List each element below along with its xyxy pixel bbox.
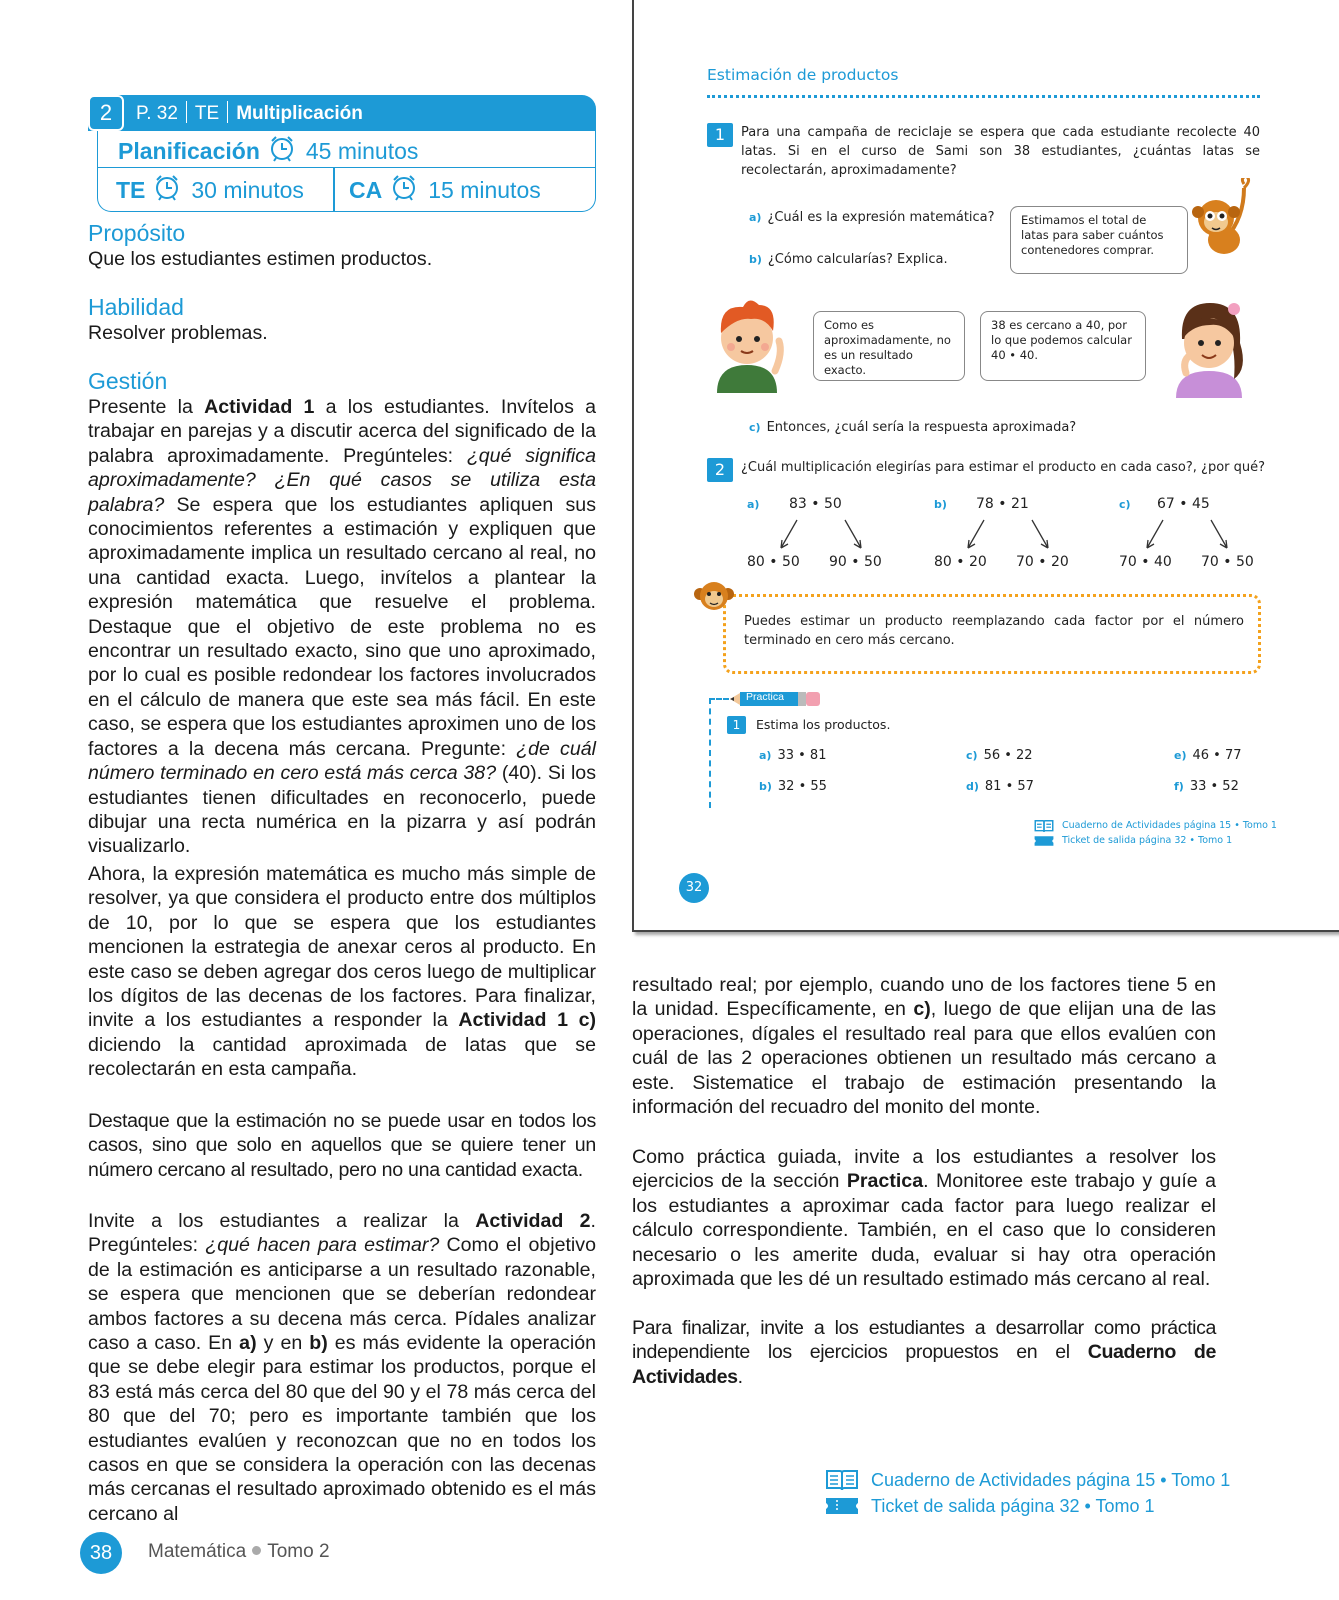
case-expression: 78 • 21 (976, 496, 1029, 512)
textbook-page-number: 32 (679, 873, 709, 903)
lesson-header-bar (88, 95, 596, 131)
question-1a: a) ¿Cuál es la expresión matemática? (749, 210, 995, 225)
page-footer (148, 1541, 330, 1563)
lesson-times-frame (97, 131, 596, 212)
gestion-title: Gestión (88, 368, 168, 394)
arrows-icon (964, 518, 1054, 552)
question-2-number: 2 (707, 458, 733, 482)
gestion-paragraph-1: Presente la Actividad 1 a los estudiantes. Invítelos a trabajar en parejas y a discutir acerca del significado de la palabra aproximadamente. Pregúnteles: ¿qué significa aproximadamente? ¿En qué casos se utiliza esta palabra? Se espera que los estudiantes apliquen sus conocimientos referentes a estimación y expliquen que aproximadamente implica un resultado cercano al real, no una cantidad exacta. Luego, invítelos a plantear la expresión matemática que resuelve el problema. Destaque que el objetivo de este problema no es encontrar un resultado exacto, sino que uno aproximado, por lo cual es posible redondear los factores involucrados en el cálculo de manera que este sea más fácil. En este caso, se espera que los estudiantes aproximen uno de los factores a la decena más cercana. Pregunte: ¿de cuál número terminado en cero está más cerca 38? (40). Si los estudiantes tienen dificultades en reconocerlo, puede dibujar una recta numérica en la pizarra y así podrán visualizarlo. (88, 396, 596, 858)
te-time: 30 minutos (191, 176, 304, 203)
case-option: 70 • 40 (1119, 554, 1172, 570)
practica-label: Practica (746, 691, 784, 703)
case-option: 70 • 20 (1016, 554, 1069, 570)
practica-item: a) 33 • 81 (759, 748, 827, 763)
plan-label: Planificación (118, 137, 260, 164)
tip-text: Puedes estimar un producto reemplazando cada factor por el número terminado en cero más cercano. (744, 614, 1244, 648)
question-1c: c) Entonces, ¿cuál sería la respuesta aproximada? (749, 420, 1077, 435)
case-option: 80 • 20 (934, 554, 987, 570)
ticket-link[interactable]: Ticket de salida página 32 • Tomo 1 (825, 1493, 1230, 1519)
book-tomo: Tomo 2 (267, 1541, 330, 1562)
practica-item: b) 32 • 55 (759, 779, 827, 794)
ca-time: 15 minutos (428, 176, 541, 203)
alarm-clock-icon (390, 173, 418, 207)
question-1b: b) ¿Cómo calcularías? Explica. (749, 252, 948, 267)
resource-links (825, 1467, 1230, 1519)
habilidad-title: Habilidad (88, 294, 184, 320)
alarm-clock-icon (268, 134, 296, 168)
boy-illustration (707, 293, 797, 397)
question-1-text: Para una campaña de reciclaje se espera que cada estudiante recolecte 40 latas. Si en el curso de Sami son 38 estudiantes, ¿cuántas latas se recolectarán, aproximadamente? (741, 125, 1260, 178)
habilidad-text: Resolver problemas. (88, 322, 268, 344)
page-number: 38 (80, 1532, 122, 1574)
right-paragraph-3: Para finalizar, invite a los estudiantes a desarrollar como práctica independiente los ejercicios propuestos en el Cuaderno de Actividades. (632, 1317, 1216, 1388)
alarm-clock-icon (153, 173, 181, 207)
book-name: Matemática (148, 1541, 247, 1562)
ca-row (349, 173, 541, 207)
practica-item: d) 81 • 57 (966, 779, 1034, 794)
monkey-illustration (1186, 178, 1256, 272)
monkey-head-icon (694, 578, 734, 618)
cuaderno-link[interactable]: Cuaderno de Actividades página 15 • Tomo 1 (825, 1467, 1230, 1493)
lesson-meta (136, 101, 363, 125)
plan-row (118, 134, 418, 168)
practica-pencil-label (730, 689, 826, 713)
te-label: TE (116, 176, 146, 203)
monkey-speech-bubble: Estimamos el total de latas para saber cuántos contenedores comprar. (1010, 206, 1188, 274)
open-book-icon (1034, 819, 1054, 833)
proposito-title: Propósito (88, 220, 186, 246)
practica-item: f) 33 • 52 (1174, 779, 1239, 794)
mini-cuaderno-link[interactable]: Cuaderno de Actividades página 15 • Tomo 1 (1034, 818, 1277, 833)
practica-number: 1 (727, 716, 746, 734)
boy-speech-bubble: Como es aproximadamente, no es un resultado exacto. (813, 311, 965, 381)
lesson-page: P. 32 (136, 103, 178, 124)
question-1-number: 1 (707, 123, 733, 147)
proposito-text: Que los estudiantes estimen productos. (88, 248, 433, 270)
gestion-paragraph-3: Destaque que la estimación no se puede usar en todos los casos, sino que solo en aquellos que se quiere tener un número cercano al resultado, pero no una cantidad exacta. (88, 1110, 596, 1181)
arrows-icon (777, 518, 867, 552)
right-paragraph-2: Como práctica guiada, invite a los estudiantes a resolver los ejercicios de la sección Practica. Monitoree este trabajo y guíe a los estudiantes a aproximar cada factor para luego realizar el cálculo correspondiente. También, en el caso que lo consideren necesario o les amerite duda, evaluar si hay otra operación aproximada que les dé un resultado estimado más cercano al real. (632, 1146, 1216, 1291)
ca-label: CA (349, 176, 383, 203)
textbook-page: Estimación de productos 1 Para una campaña de reciclaje se espera que cada estudiante recolecte 40 latas. Si en el curso de Sami son 38 estudiantes, ¿cuántas latas se recolectarán, aproximadamente? a) ¿Cuál es la expresión matemática? b) ¿Cómo calcularías? Explica. Estimamos el total de latas para saber cuántos contenedores comprar. Como es aproximadamente, no es un resultado exacto. 38 es cercano a 40, por lo que podemos calcular 40 • 40. c) Entonces, ¿cuál sería la respuesta aproximada? 2 ¿Cuál multiplicación elegirías para estimar el producto en cada caso?, ¿por qué? a) 83 • 50 80 • 50 90 • 50 b) 78 • 21 80 • 20 70 • 20 c) 67 • 45 70 • 40 70 • 50 Puedes estimar un producto reemplazando cada factor por el número terminado en cero más cercano. Practica 1 Estima los productos. a) 33 • 81 c) 56 • 22 e) 46 • 77 b) 32 • 55 d) 81 • 57 f) 33 • 52 Cuaderno de Actividades página 15 • Tomo 1 Ticket de salida página 32 • Tomo 1 32 (632, 0, 1339, 932)
lesson-topic: Multiplicación (236, 103, 363, 124)
open-book-icon (825, 1468, 859, 1492)
case-option: 90 • 50 (829, 554, 882, 570)
ticket-icon (1034, 835, 1054, 847)
case-option: 80 • 50 (747, 554, 800, 570)
practica-item: c) 56 • 22 (966, 748, 1033, 763)
textbook-resource-links (1034, 818, 1277, 848)
girl-speech-bubble: 38 es cercano a 40, por lo que podemos calcular 40 • 40. (980, 311, 1146, 381)
practica-title: Estima los productos. (756, 717, 891, 732)
te-row (116, 173, 304, 207)
case-option: 70 • 50 (1201, 554, 1254, 570)
question-2-text: ¿Cuál multiplicación elegirías para estimar el producto en cada caso?, ¿por qué? (741, 460, 1266, 475)
lesson-header (88, 95, 596, 212)
arrows-icon (1143, 518, 1233, 552)
gestion-paragraph-2: Ahora, la expresión matemática es mucho más simple de resolver, ya que considera el producto entre dos múltiplos de 10, por lo que se espera que los estudiantes mencionen la estrategia de anexar ceros al producto. En este caso se deben agregar dos ceros luego de multiplicar los dígitos de las decenas de los factores. Para finalizar, invite a los estudiantes a responder la Actividad 1 c) diciendo la cantidad aproximada de latas que se recolectarán en esta campaña. (88, 863, 596, 1081)
girl-illustration (1164, 293, 1259, 402)
lesson-te: TE (194, 103, 220, 124)
textbook-title: Estimación de productos (707, 66, 899, 84)
ticket-icon (825, 1496, 859, 1516)
case-expression: 83 • 50 (789, 496, 842, 512)
practica-item: e) 46 • 77 (1174, 748, 1242, 763)
gestion-paragraph-4: Invite a los estudiantes a realizar la Actividad 2. Pregúnteles: ¿qué hacen para estimar? Como el objetivo de la estimación es anticiparse a un resultado razonable, se espera que mencionen que se deberían redondear ambos factores a su decena más cerca. Pídales analizar caso a caso. En a) y en b) es más evidente la operación que se debe elegir para estimar los productos, porque el 83 está más cerca del 80 que del 90 y el 78 más cerca del 80 que del 70; pero es importante también que los estudiantes evalúen y reconozcan que no en todos los casos en que se considera la operación con las decenas más cercanas el resultado aproximado obtenido es el más cercano al (88, 1210, 596, 1525)
case-expression: 67 • 45 (1157, 496, 1210, 512)
right-paragraph-1: resultado real; por ejemplo, cuando uno de los factores tiene 5 en la unidad. Específicamente, en c), luego de que elijan una de las operaciones, dígales el resultado real para que ellos evalúen con cuál de las 2 operaciones obtienen un resultado más cercano a este. Sistematice el trabajo de estimación presentando la información del recuadro del monito del monte. (632, 974, 1216, 1119)
mini-ticket-link[interactable]: Ticket de salida página 32 • Tomo 1 (1034, 833, 1277, 848)
lesson-number: 2 (88, 95, 124, 131)
plan-time: 45 minutos (305, 137, 419, 164)
